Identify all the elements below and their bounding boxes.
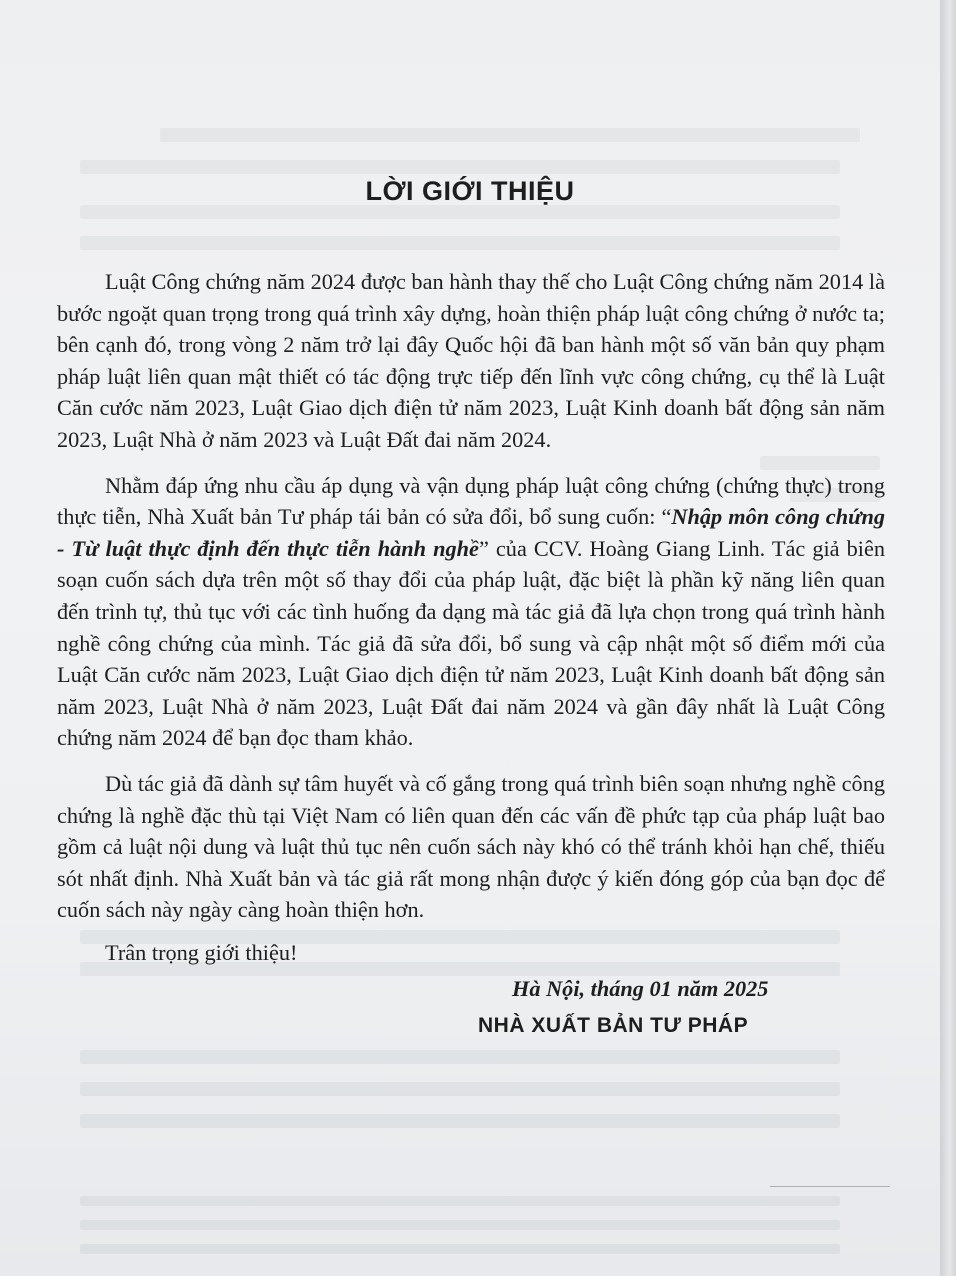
paragraph-2-text-a: Nhằm đáp ứng nhu cầu áp dụng và vận dụng pháp luật công chứng (chứng thực) trong thực tiễn, Nhà Xuất bản Tư pháp tái bản có sửa đổi, bổ sung cuốn: “ [57, 472, 885, 530]
page-edge [940, 0, 956, 1276]
paragraph-3: Dù tác giả đã dành sự tâm huyết và cố gắng trong quá trình biên soạn nhưng nghề công chứng là nghề đặc thù tại Việt Nam có liên quan đến các vấn đề phức tạp của pháp luật bao gồm cả luật nội dung và luật thủ tục nên cuốn sách này khó có thể tránh khỏi hạn chế, thiếu sót nhất định. Nhà Xuất bản và tác giả rất mong nhận được ý kiến đóng góp của bạn đọc để cuốn sách này ngày càng hoàn thiện hơn. [57, 770, 885, 923]
intro-body [57, 266, 885, 940]
closing-line: Trân trọng giới thiệu! [105, 940, 298, 965]
page-title: LỜI GIỚI THIỆU [365, 176, 575, 206]
publisher-signature: NHÀ XUẤT BẢN TƯ PHÁP [478, 1014, 749, 1037]
paragraph-2-text-b: ” của CCV. Hoàng Giang Linh. Tác giả biên soạn cuốn sách dựa trên một số thay đổi của pháp luật, đặc biệt là phần kỹ năng liên quan đến trình tự, thủ tục với các tình huống đa dạng mà tác giả đã lựa chọn trong quá trình hành nghề công chứng của mình. Tác giả đã sửa đổi, bổ sung và cập nhật một số điểm mới của Luật Căn cước năm 2023, Luật Giao dịch điện tử năm 2023, Luật Kinh doanh bất động sản năm 2023, Luật Nhà ở năm 2023, Luật Đất đai năm 2024 và gần đây nhất là Luật Công chứng năm 2024 để bạn đọc tham khảo. [57, 535, 886, 751]
book-title: Nhập môn công chứng - Từ luật thực định đến thực tiễn hành nghề [57, 504, 886, 561]
paragraph-1: Luật Công chứng năm 2024 được ban hành thay thế cho Luật Công chứng năm 2014 là bước ngoặt quan trọng trong quá trình xây dựng, hoàn thiện pháp luật công chứng ở nước ta; bên cạnh đó, trong vòng 2 năm trở lại đây Quốc hội đã ban hành một số văn bản quy phạm pháp luật liên quan mật thiết có tác động trực tiếp đến lĩnh vực công chứng, cụ thể là Luật Căn cước năm 2023, Luật Giao dịch điện tử năm 2023, Luật Kinh doanh bất động sản năm 2023, Luật Nhà ở năm 2023 và Luật Đất đai năm 2024. [57, 269, 885, 452]
paragraph-2 [57, 470, 885, 754]
place-date: Hà Nội, tháng 01 năm 2025 [512, 976, 769, 1001]
